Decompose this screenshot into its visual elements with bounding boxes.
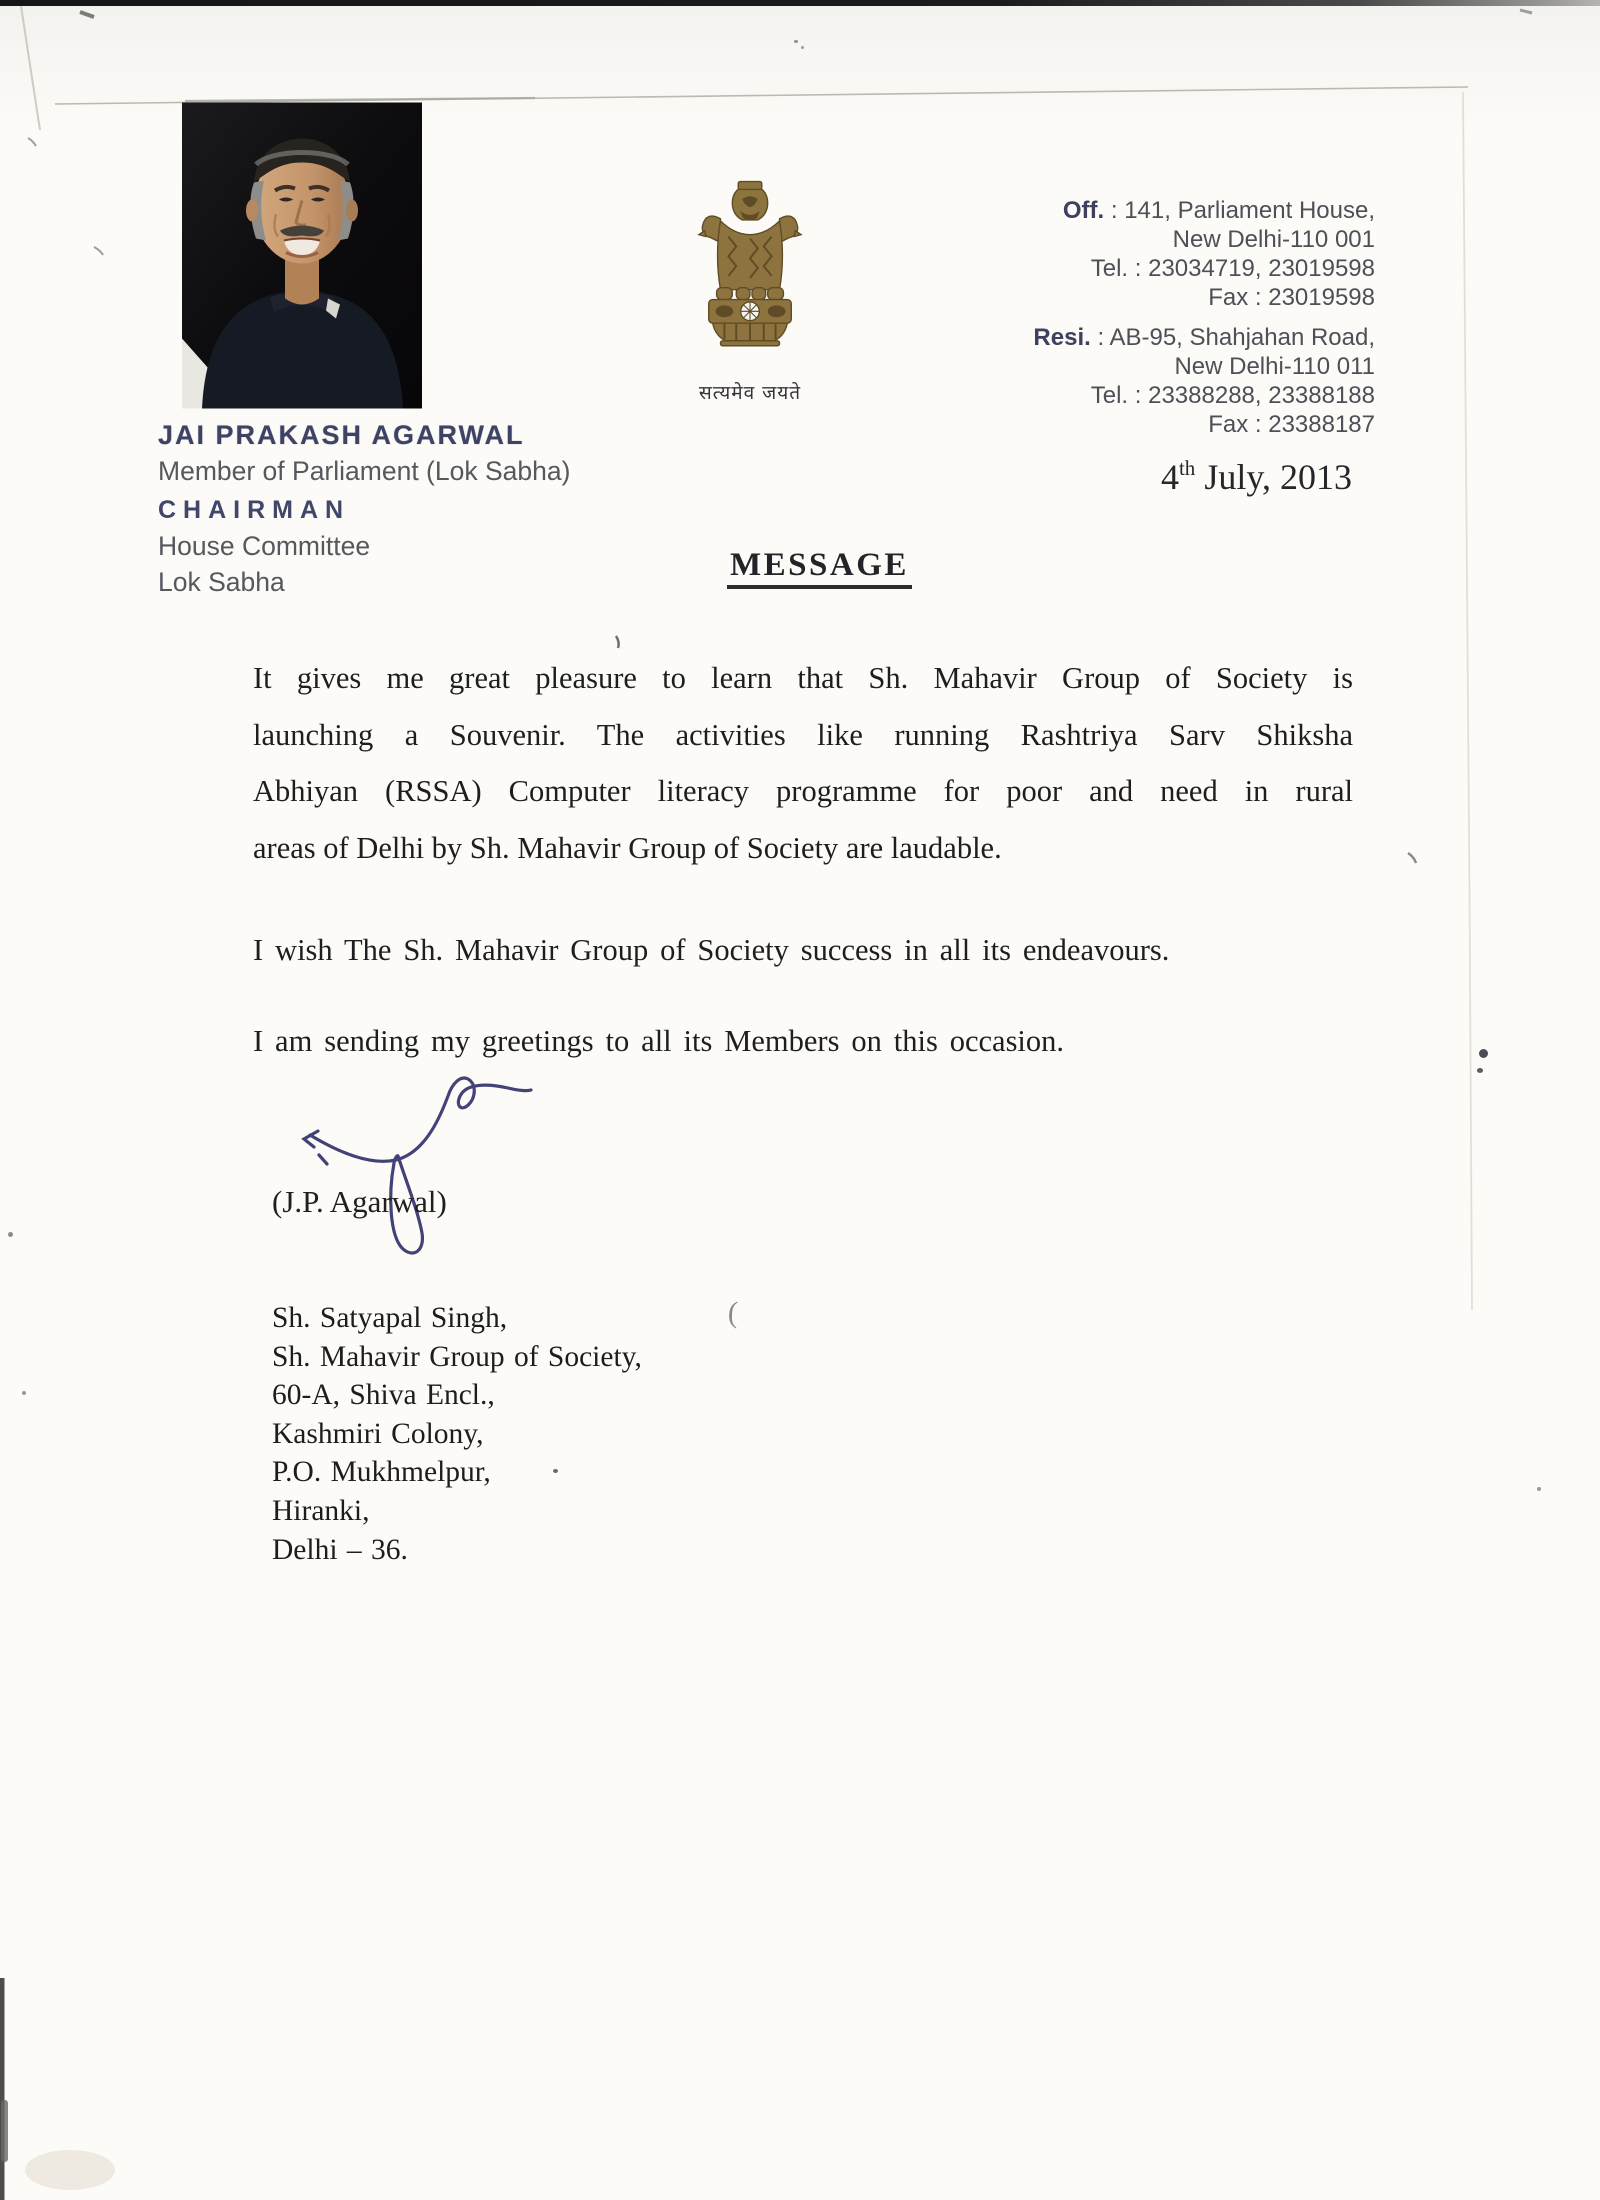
recipient-line: Sh. Satyapal Singh, xyxy=(272,1302,508,1334)
ink-speck xyxy=(794,40,798,43)
residence-line-2: New Delhi-110 011 xyxy=(1174,353,1375,380)
portrait-photo xyxy=(182,102,422,409)
scan-edge-top xyxy=(0,0,1600,6)
sender-role: CHAIRMAN xyxy=(158,496,351,524)
residence-line-1: : AB-95, Shahjahan Road, xyxy=(1090,324,1375,351)
satyameva-jayate-motto: सत्यमेव जयते xyxy=(698,382,802,404)
ashoka-lion-capital-icon xyxy=(691,173,809,371)
stray-ink-mark: ( xyxy=(727,1295,739,1330)
residence-address-line xyxy=(1033,323,1375,352)
office-line-3: Tel. : 23034719, 23019598 xyxy=(1090,255,1375,282)
scan-smudge xyxy=(25,2150,115,2190)
message-heading: MESSAGE xyxy=(727,547,912,584)
ink-speck xyxy=(8,1232,13,1237)
body-paragraph-3: I am sending my greetings to all its Members on this occasion. xyxy=(253,1024,1065,1058)
emblem-block xyxy=(676,173,824,405)
ink-speck xyxy=(1479,1049,1488,1058)
body-paragraph-1 xyxy=(253,661,1353,887)
sender-title: Member of Parliament (Lok Sabha) xyxy=(158,456,571,486)
body-line: launching a Souvenir. The activities like running Rashtriya Sarv Shiksha xyxy=(253,717,1353,752)
sender-house: Lok Sabha xyxy=(158,567,285,597)
body-line: areas of Delhi by Sh. Mahavir Group of Society are laudable. xyxy=(253,830,1002,865)
signature-ink-flourish xyxy=(288,1063,588,1263)
recipient-line: Delhi – 36. xyxy=(272,1533,408,1566)
ink-speck xyxy=(801,46,804,49)
recipient-line: Sh. Mahavir Group of Society, xyxy=(272,1340,642,1373)
letter-date: 4th July, 2013 xyxy=(1160,456,1352,497)
recipient-line: P.O. Mukhmelpur, xyxy=(272,1456,491,1489)
sender-identity-block xyxy=(158,420,570,598)
recipient-line: Hiranki, xyxy=(272,1494,370,1527)
sender-committee: House Committee xyxy=(158,531,371,561)
residence-line-3: Tel. : 23388288, 23388188 xyxy=(1090,382,1375,409)
ink-speck xyxy=(1477,1068,1483,1073)
recipient-line: 60-A, Shiva Encl., xyxy=(272,1379,495,1412)
body-line: It gives me great pleasure to learn that Sh. Mahavir Group of Society is xyxy=(253,661,1353,695)
signatory-name: (J.P. Agarwal) xyxy=(272,1184,447,1219)
office-line-1: : 141, Parliament House, xyxy=(1104,197,1375,224)
date-ordinal: th xyxy=(1178,456,1196,480)
office-line-4: Fax : 23019598 xyxy=(1208,284,1375,311)
ink-speck xyxy=(22,1391,26,1395)
sender-name: JAI PRAKASH AGARWAL xyxy=(158,420,525,450)
residence-label: Resi. xyxy=(1033,324,1091,351)
contact-block xyxy=(1033,196,1375,439)
office-label: Off. xyxy=(1062,197,1105,224)
ink-speck xyxy=(1537,1487,1541,1491)
recipient-address-block xyxy=(272,1299,642,1569)
residence-line-4: Fax : 23388187 xyxy=(1208,411,1375,438)
body-paragraph-2: I wish The Sh. Mahavir Group of Society success in all its endeavours. xyxy=(253,933,1170,967)
recipient-line: Kashmiri Colony, xyxy=(272,1417,484,1450)
office-line-2: New Delhi-110 001 xyxy=(1172,226,1375,253)
office-address-line xyxy=(1033,196,1375,225)
body-line: Abhiyan (RSSA) Computer literacy programme for poor and need in rural xyxy=(253,774,1353,808)
